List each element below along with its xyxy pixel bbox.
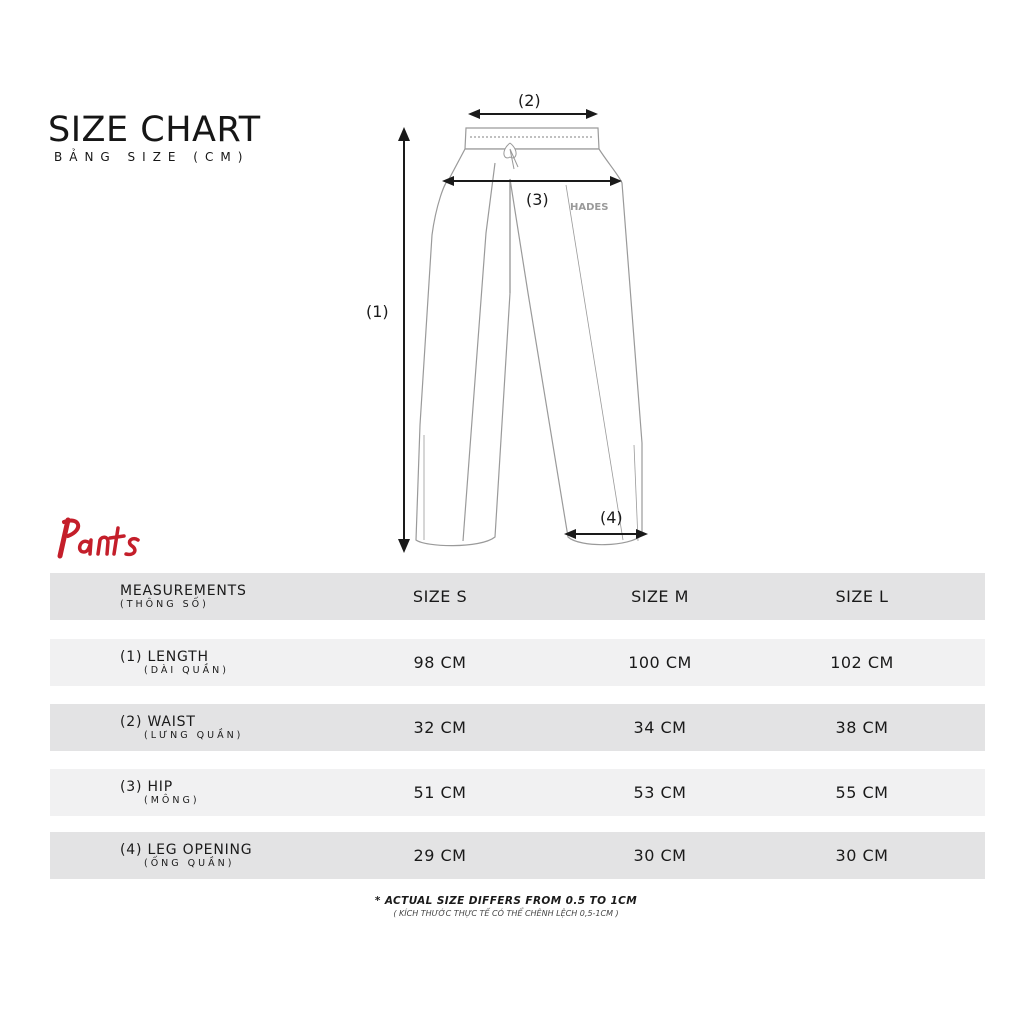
row-label: (2) WAIST	[120, 713, 196, 730]
row-label-cell	[120, 832, 252, 879]
table-row	[50, 769, 985, 816]
row-label: (4) LEG OPENING	[120, 841, 253, 858]
cell-size-m: 53 CM	[633, 783, 687, 802]
cell-size-l: 38 CM	[835, 718, 889, 737]
page-title: SIZE CHART	[48, 110, 261, 150]
cell-size-s: 51 CM	[413, 783, 467, 802]
measurements-heading: MEASUREMENTS	[120, 582, 247, 599]
table-row	[50, 704, 985, 751]
length-arrow	[398, 127, 410, 553]
cell-size-l: 102 CM	[830, 653, 894, 672]
col-size-l: SIZE L	[835, 587, 889, 606]
cell-size-s: 32 CM	[413, 718, 467, 737]
footnote-sub: ( KÍCH THƯỚC THỰC TẾ CÓ THỂ CHÊNH LỆCH 0,5-1CM )	[393, 909, 619, 918]
col-size-m: SIZE M	[631, 587, 689, 606]
cell-size-l: 30 CM	[835, 846, 889, 865]
hip-label: (3)	[526, 190, 549, 209]
cell-size-s: 98 CM	[413, 653, 467, 672]
row-label-cell	[120, 769, 200, 816]
row-sublabel: (DÀI QUẦN)	[144, 664, 229, 676]
cell-size-m: 30 CM	[633, 846, 687, 865]
table-row	[50, 639, 985, 686]
leg-opening-label: (4)	[600, 508, 623, 527]
row-label: (3) HIP	[120, 778, 173, 795]
pants-script-logo	[54, 512, 154, 562]
waist-arrow	[468, 109, 598, 119]
row-sublabel: (MÔNG)	[144, 794, 200, 806]
hades-logo: HADES	[570, 202, 609, 213]
row-sublabel: (ỐNG QUẦN)	[144, 857, 235, 869]
footnote	[0, 895, 1024, 918]
length-label: (1)	[366, 302, 389, 321]
cell-size-s: 29 CM	[413, 846, 467, 865]
cell-size-m: 34 CM	[633, 718, 687, 737]
cell-size-m: 100 CM	[628, 653, 692, 672]
row-label-cell	[120, 704, 243, 751]
header-label-cell	[120, 573, 247, 620]
pants-diagram	[340, 85, 660, 560]
table-row	[50, 832, 985, 879]
col-size-s: SIZE S	[412, 587, 468, 606]
row-label-cell	[120, 639, 229, 686]
measurements-subheading: (THÔNG SỐ)	[120, 598, 209, 610]
row-label: (1) LENGTH	[120, 648, 209, 665]
waist-label: (2)	[518, 91, 541, 110]
row-sublabel: (LƯNG QUẦN)	[144, 729, 244, 741]
footnote-main: * ACTUAL SIZE DIFFERS FROM 0.5 TO 1CM	[374, 895, 638, 907]
cell-size-l: 55 CM	[835, 783, 889, 802]
table-header-row	[50, 573, 985, 620]
page-subtitle: BẢNG SIZE (CM)	[54, 150, 250, 164]
